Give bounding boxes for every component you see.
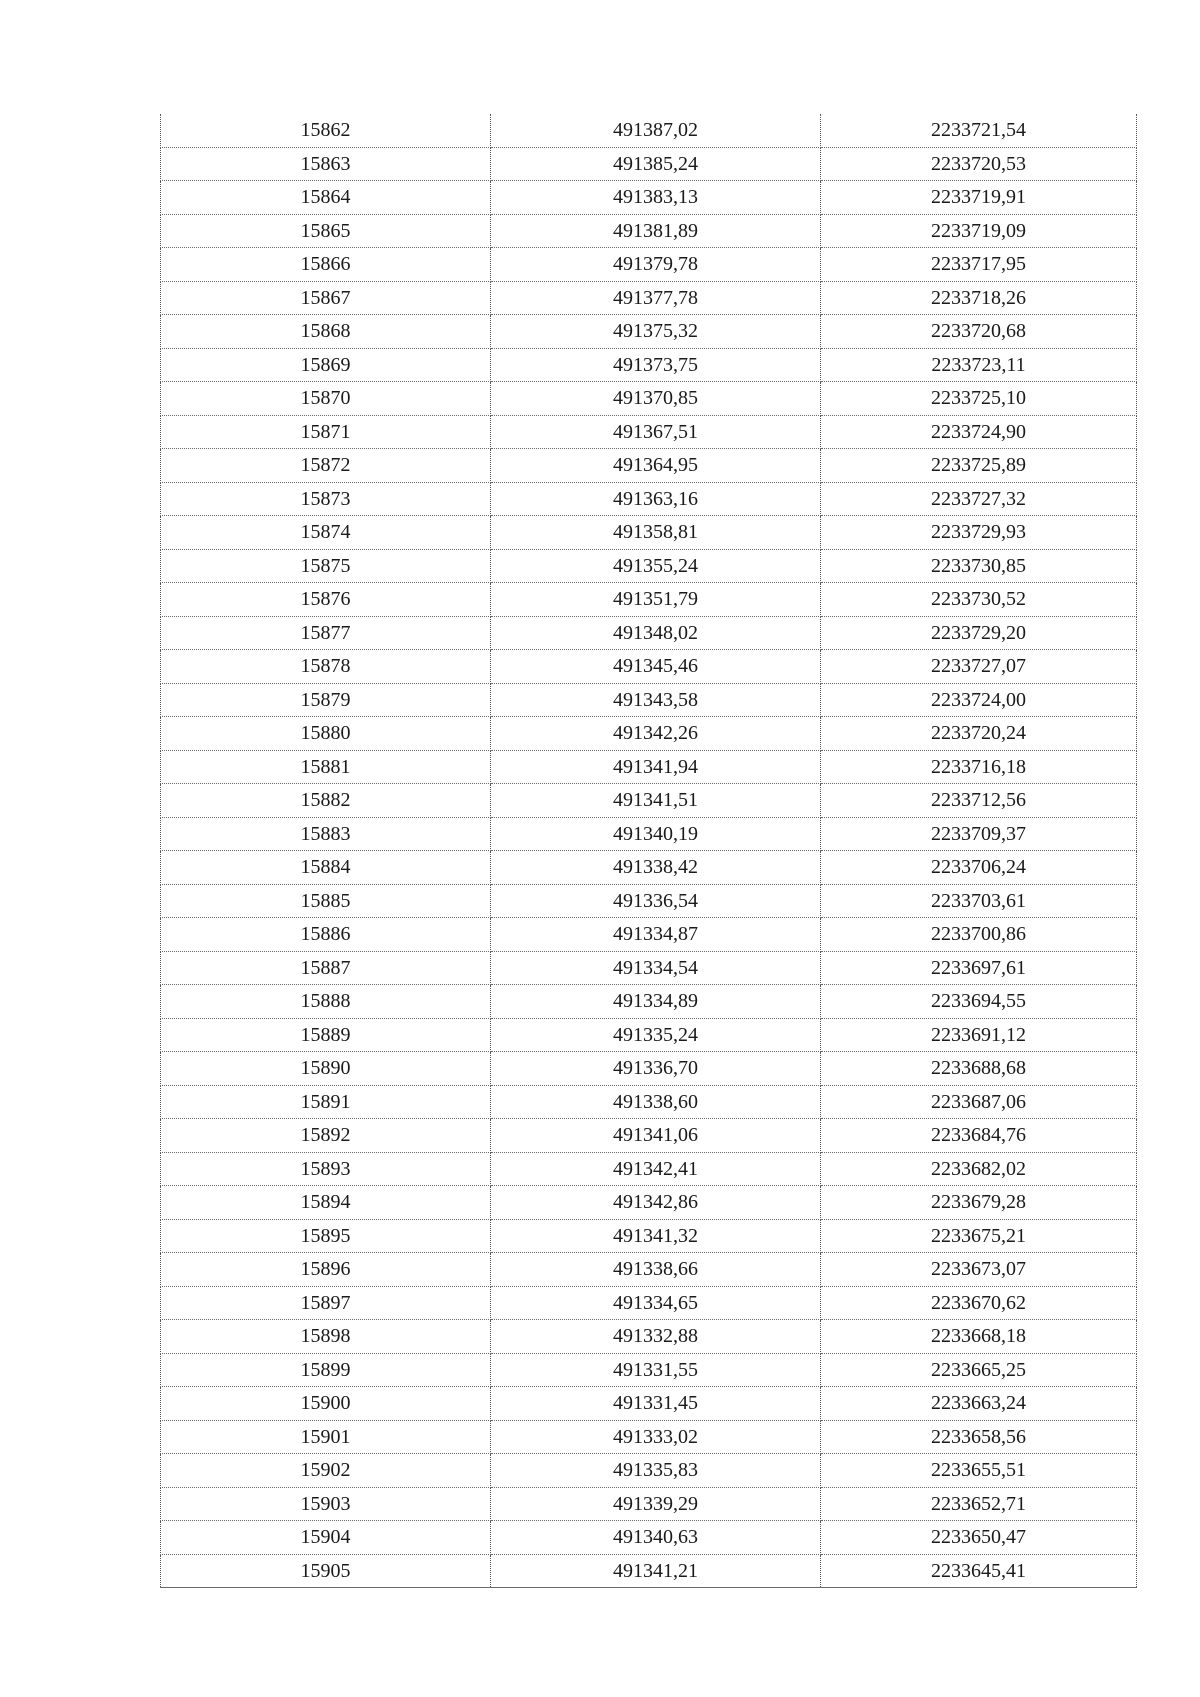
table-row — [161, 784, 1137, 818]
point-number-cell: 15869 — [161, 348, 491, 382]
table-row — [161, 583, 1137, 617]
y-coordinate-cell: 2233717,95 — [821, 248, 1137, 282]
y-coordinate-cell: 2233712,56 — [821, 784, 1137, 818]
point-number-cell: 15883 — [161, 817, 491, 851]
table-row — [161, 1253, 1137, 1287]
table-row — [161, 1119, 1137, 1153]
y-coordinate-cell: 2233650,47 — [821, 1521, 1137, 1555]
point-number-cell: 15898 — [161, 1320, 491, 1354]
x-coordinate-cell: 491338,66 — [491, 1253, 821, 1287]
table-row — [161, 1454, 1137, 1488]
table-row — [161, 1152, 1137, 1186]
point-number-cell: 15884 — [161, 851, 491, 885]
x-coordinate-cell: 491363,16 — [491, 482, 821, 516]
table-row — [161, 1186, 1137, 1220]
table-row — [161, 1387, 1137, 1421]
table-row — [161, 1521, 1137, 1555]
table-row — [161, 918, 1137, 952]
table-row — [161, 1554, 1137, 1588]
table-row — [161, 214, 1137, 248]
point-number-cell: 15875 — [161, 549, 491, 583]
y-coordinate-cell: 2233665,25 — [821, 1353, 1137, 1387]
point-number-cell: 15864 — [161, 181, 491, 215]
point-number-cell: 15877 — [161, 616, 491, 650]
x-coordinate-cell: 491336,54 — [491, 884, 821, 918]
y-coordinate-cell: 2233724,90 — [821, 415, 1137, 449]
x-coordinate-cell: 491343,58 — [491, 683, 821, 717]
y-coordinate-cell: 2233719,91 — [821, 181, 1137, 215]
y-coordinate-cell: 2233727,07 — [821, 650, 1137, 684]
table-row — [161, 750, 1137, 784]
x-coordinate-cell: 491358,81 — [491, 516, 821, 550]
y-coordinate-cell: 2233658,56 — [821, 1420, 1137, 1454]
point-number-cell: 15868 — [161, 315, 491, 349]
y-coordinate-cell: 2233675,21 — [821, 1219, 1137, 1253]
x-coordinate-cell: 491331,45 — [491, 1387, 821, 1421]
point-number-cell: 15872 — [161, 449, 491, 483]
x-coordinate-cell: 491332,88 — [491, 1320, 821, 1354]
x-coordinate-cell: 491341,06 — [491, 1119, 821, 1153]
point-number-cell: 15903 — [161, 1487, 491, 1521]
y-coordinate-cell: 2233716,18 — [821, 750, 1137, 784]
point-number-cell: 15886 — [161, 918, 491, 952]
y-coordinate-cell: 2233725,89 — [821, 449, 1137, 483]
point-number-cell: 15885 — [161, 884, 491, 918]
x-coordinate-cell: 491338,60 — [491, 1085, 821, 1119]
y-coordinate-cell: 2233718,26 — [821, 281, 1137, 315]
x-coordinate-cell: 491377,78 — [491, 281, 821, 315]
x-coordinate-cell: 491341,51 — [491, 784, 821, 818]
x-coordinate-cell: 491348,02 — [491, 616, 821, 650]
y-coordinate-cell: 2233729,20 — [821, 616, 1137, 650]
y-coordinate-cell: 2233724,00 — [821, 683, 1137, 717]
y-coordinate-cell: 2233691,12 — [821, 1018, 1137, 1052]
point-number-cell: 15890 — [161, 1052, 491, 1086]
table-row — [161, 1286, 1137, 1320]
coordinates-table-body — [161, 114, 1137, 1588]
x-coordinate-cell: 491335,24 — [491, 1018, 821, 1052]
point-number-cell: 15900 — [161, 1387, 491, 1421]
y-coordinate-cell: 2233673,07 — [821, 1253, 1137, 1287]
table-row — [161, 884, 1137, 918]
table-row — [161, 1219, 1137, 1253]
y-coordinate-cell: 2233663,24 — [821, 1387, 1137, 1421]
x-coordinate-cell: 491370,85 — [491, 382, 821, 416]
y-coordinate-cell: 2233720,53 — [821, 147, 1137, 181]
y-coordinate-cell: 2233720,68 — [821, 315, 1137, 349]
table-row — [161, 281, 1137, 315]
x-coordinate-cell: 491373,75 — [491, 348, 821, 382]
y-coordinate-cell: 2233729,93 — [821, 516, 1137, 550]
y-coordinate-cell: 2233682,02 — [821, 1152, 1137, 1186]
table-row — [161, 1052, 1137, 1086]
point-number-cell: 15887 — [161, 951, 491, 985]
point-number-cell: 15905 — [161, 1554, 491, 1588]
y-coordinate-cell: 2233706,24 — [821, 851, 1137, 885]
x-coordinate-cell: 491341,94 — [491, 750, 821, 784]
point-number-cell: 15879 — [161, 683, 491, 717]
table-row — [161, 616, 1137, 650]
y-coordinate-cell: 2233720,24 — [821, 717, 1137, 751]
table-row — [161, 817, 1137, 851]
table-row — [161, 1487, 1137, 1521]
x-coordinate-cell: 491340,63 — [491, 1521, 821, 1555]
y-coordinate-cell: 2233679,28 — [821, 1186, 1137, 1220]
x-coordinate-cell: 491381,89 — [491, 214, 821, 248]
coordinates-table — [160, 114, 1137, 1588]
point-number-cell: 15874 — [161, 516, 491, 550]
y-coordinate-cell: 2233697,61 — [821, 951, 1137, 985]
y-coordinate-cell: 2233687,06 — [821, 1085, 1137, 1119]
point-number-cell: 15895 — [161, 1219, 491, 1253]
table-row — [161, 1320, 1137, 1354]
x-coordinate-cell: 491385,24 — [491, 147, 821, 181]
x-coordinate-cell: 491375,32 — [491, 315, 821, 349]
x-coordinate-cell: 491342,26 — [491, 717, 821, 751]
y-coordinate-cell: 2233700,86 — [821, 918, 1137, 952]
y-coordinate-cell: 2233725,10 — [821, 382, 1137, 416]
point-number-cell: 15865 — [161, 214, 491, 248]
table-row — [161, 1085, 1137, 1119]
point-number-cell: 15901 — [161, 1420, 491, 1454]
point-number-cell: 15897 — [161, 1286, 491, 1320]
x-coordinate-cell: 491364,95 — [491, 449, 821, 483]
table-row — [161, 549, 1137, 583]
point-number-cell: 15893 — [161, 1152, 491, 1186]
y-coordinate-cell: 2233727,32 — [821, 482, 1137, 516]
table-row — [161, 951, 1137, 985]
point-number-cell: 15871 — [161, 415, 491, 449]
x-coordinate-cell: 491334,54 — [491, 951, 821, 985]
point-number-cell: 15878 — [161, 650, 491, 684]
point-number-cell: 15888 — [161, 985, 491, 1019]
table-row — [161, 181, 1137, 215]
point-number-cell: 15894 — [161, 1186, 491, 1220]
point-number-cell: 15882 — [161, 784, 491, 818]
table-row — [161, 382, 1137, 416]
point-number-cell: 15881 — [161, 750, 491, 784]
y-coordinate-cell: 2233688,68 — [821, 1052, 1137, 1086]
point-number-cell: 15899 — [161, 1353, 491, 1387]
y-coordinate-cell: 2233670,62 — [821, 1286, 1137, 1320]
x-coordinate-cell: 491334,89 — [491, 985, 821, 1019]
table-row — [161, 851, 1137, 885]
x-coordinate-cell: 491331,55 — [491, 1353, 821, 1387]
x-coordinate-cell: 491334,87 — [491, 918, 821, 952]
point-number-cell: 15863 — [161, 147, 491, 181]
point-number-cell: 15891 — [161, 1085, 491, 1119]
x-coordinate-cell: 491383,13 — [491, 181, 821, 215]
table-row — [161, 415, 1137, 449]
table-row — [161, 482, 1137, 516]
table-row — [161, 683, 1137, 717]
point-number-cell: 15866 — [161, 248, 491, 282]
point-number-cell: 15867 — [161, 281, 491, 315]
table-row — [161, 449, 1137, 483]
x-coordinate-cell: 491345,46 — [491, 650, 821, 684]
x-coordinate-cell: 491334,65 — [491, 1286, 821, 1320]
table-row — [161, 650, 1137, 684]
table-row — [161, 1353, 1137, 1387]
y-coordinate-cell: 2233655,51 — [821, 1454, 1137, 1488]
point-number-cell: 15904 — [161, 1521, 491, 1555]
table-row — [161, 985, 1137, 1019]
table-row — [161, 516, 1137, 550]
point-number-cell: 15902 — [161, 1454, 491, 1488]
y-coordinate-cell: 2233709,37 — [821, 817, 1137, 851]
point-number-cell: 15896 — [161, 1253, 491, 1287]
y-coordinate-cell: 2233684,76 — [821, 1119, 1137, 1153]
x-coordinate-cell: 491351,79 — [491, 583, 821, 617]
table-row — [161, 147, 1137, 181]
x-coordinate-cell: 491336,70 — [491, 1052, 821, 1086]
point-number-cell: 15889 — [161, 1018, 491, 1052]
x-coordinate-cell: 491339,29 — [491, 1487, 821, 1521]
table-row — [161, 1420, 1137, 1454]
point-number-cell: 15873 — [161, 482, 491, 516]
x-coordinate-cell: 491335,83 — [491, 1454, 821, 1488]
table-row — [161, 114, 1137, 147]
y-coordinate-cell: 2233723,11 — [821, 348, 1137, 382]
y-coordinate-cell: 2233721,54 — [821, 114, 1137, 147]
y-coordinate-cell: 2233645,41 — [821, 1554, 1137, 1588]
point-number-cell: 15862 — [161, 114, 491, 147]
y-coordinate-cell: 2233652,71 — [821, 1487, 1137, 1521]
x-coordinate-cell: 491341,21 — [491, 1554, 821, 1588]
x-coordinate-cell: 491379,78 — [491, 248, 821, 282]
x-coordinate-cell: 491340,19 — [491, 817, 821, 851]
y-coordinate-cell: 2233668,18 — [821, 1320, 1137, 1354]
table-row — [161, 248, 1137, 282]
point-number-cell: 15870 — [161, 382, 491, 416]
table-row — [161, 1018, 1137, 1052]
x-coordinate-cell: 491367,51 — [491, 415, 821, 449]
x-coordinate-cell: 491342,41 — [491, 1152, 821, 1186]
x-coordinate-cell: 491338,42 — [491, 851, 821, 885]
x-coordinate-cell: 491341,32 — [491, 1219, 821, 1253]
x-coordinate-cell: 491387,02 — [491, 114, 821, 147]
x-coordinate-cell: 491333,02 — [491, 1420, 821, 1454]
table-row — [161, 315, 1137, 349]
x-coordinate-cell: 491355,24 — [491, 549, 821, 583]
y-coordinate-cell: 2233694,55 — [821, 985, 1137, 1019]
y-coordinate-cell: 2233730,85 — [821, 549, 1137, 583]
table-row — [161, 348, 1137, 382]
point-number-cell: 15892 — [161, 1119, 491, 1153]
y-coordinate-cell: 2233719,09 — [821, 214, 1137, 248]
x-coordinate-cell: 491342,86 — [491, 1186, 821, 1220]
point-number-cell: 15880 — [161, 717, 491, 751]
y-coordinate-cell: 2233730,52 — [821, 583, 1137, 617]
table-row — [161, 717, 1137, 751]
y-coordinate-cell: 2233703,61 — [821, 884, 1137, 918]
point-number-cell: 15876 — [161, 583, 491, 617]
